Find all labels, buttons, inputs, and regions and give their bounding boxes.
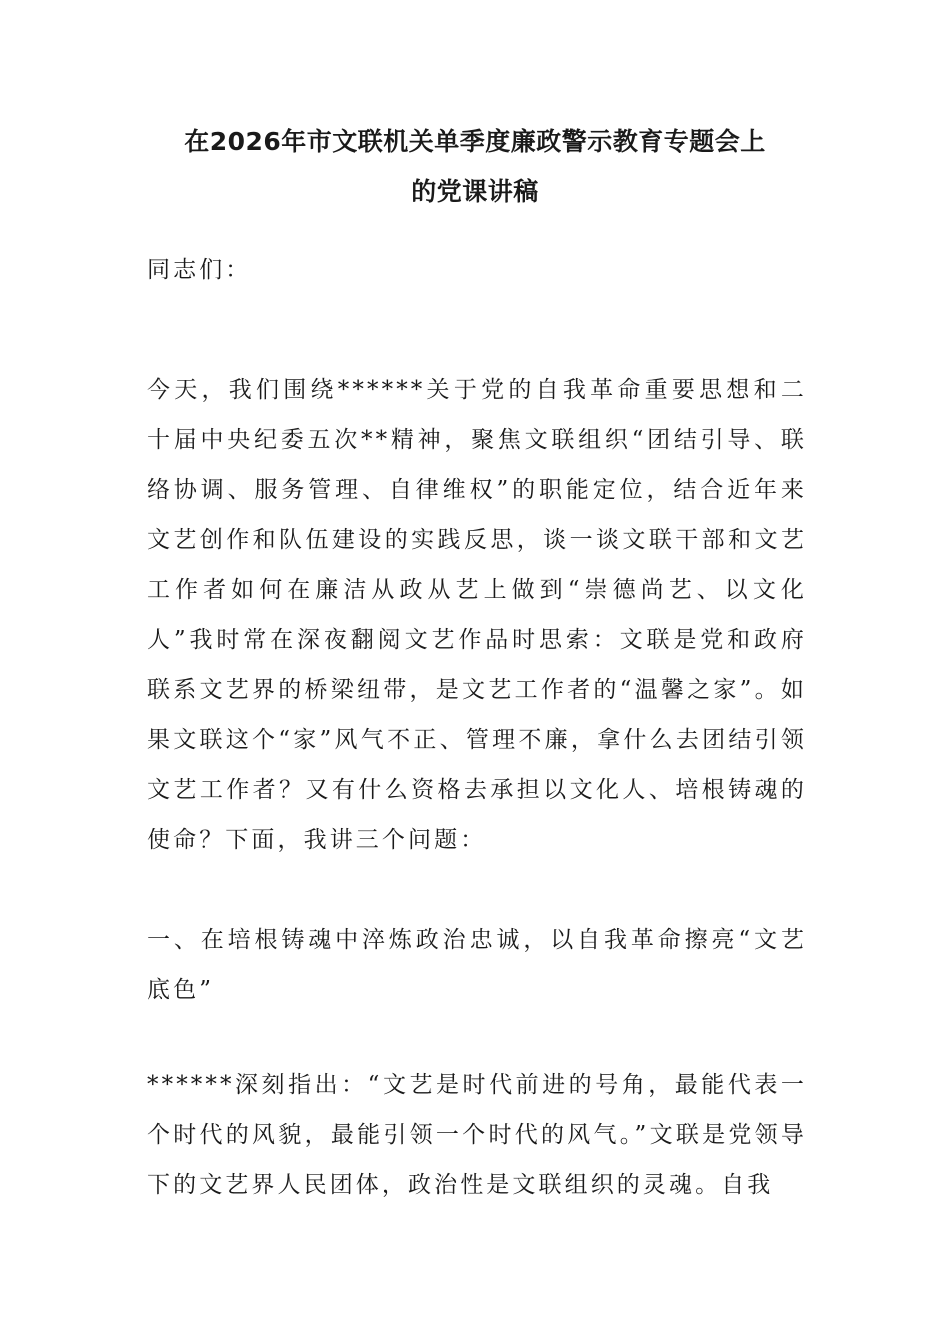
salutation: 同志们： [147,257,252,283]
intro-paragraph: 今天，我们围绕******关于党的自我革命重要思想和二十届中央纪委五次**精神，聚焦文联组织“团结引导、联络协调、服务管理、自律维权”的职能定位，结合近年来文艺创作和队伍建设的实践反思，谈一谈文联干部和文艺工作者如何在廉洁从政从艺上做到“崇德尚艺、以文化人”我时常在深夜翻阅文艺作品时思索：文联是党和政府联系文艺界的桥梁纽带，是文艺工作者的“温馨之家”。如果文联这个“家”风气不正、管理不廉，拿什么去团结引领文艺工作者？又有什么资格去承担以文化人、培根铸魂的使命？下面，我讲三个问题： [147,377,807,853]
section-1-heading: 一、在培根铸魂中淬炼政治忠诚，以自我革命擦亮“文艺底色” [147,927,807,1003]
section-1-paragraph: ******深刻指出：“文艺是时代前进的号角，最能代表一个时代的风貌，最能引领一个时代的风气。”文联是党领导下的文艺界人民团体，政治性是文联组织的灵魂。自我 [147,1072,807,1198]
document-title-line-2: 的党课讲稿 [411,177,539,206]
document-title-line-1: 在2026年市文联机关单季度廉政警示教育专题会上 [184,127,766,156]
